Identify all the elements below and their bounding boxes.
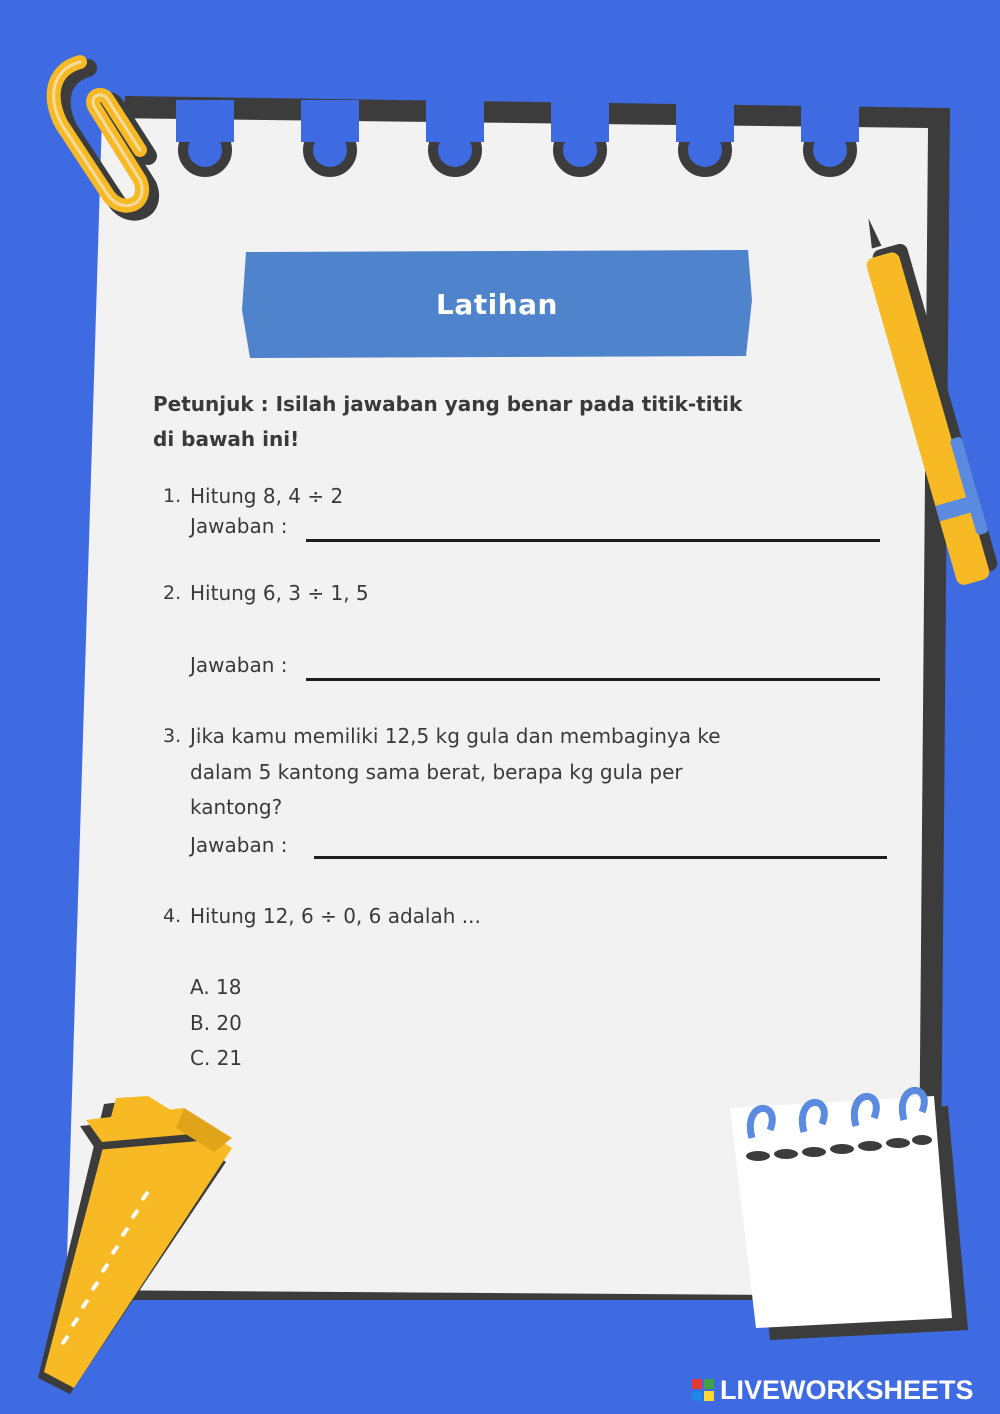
question-3-text: Jika kamu memiliki 12,5 kg gula dan membaginya ke (190, 724, 721, 748)
question-3-text-line3: kantong? (190, 795, 283, 819)
notepad-icon (730, 1090, 968, 1340)
question-number: 3. (163, 725, 182, 747)
title-banner (244, 250, 750, 358)
option-a[interactable]: A. 18 (190, 975, 242, 999)
liveworksheets-logo (692, 1373, 974, 1407)
worksheet-title: Latihan (436, 287, 558, 321)
instruction-text-continued: di bawah ini! (153, 427, 300, 451)
question-1-text: Hitung 8, 4 ÷ 2 (190, 484, 344, 508)
option-b[interactable]: B. 20 (190, 1011, 242, 1035)
answer-field-2[interactable] (306, 678, 880, 681)
question-number: 4. (163, 905, 182, 927)
answer-label: Jawaban : (190, 833, 288, 857)
answer-field-3[interactable] (314, 856, 887, 859)
question-4-text: Hitung 12, 6 ÷ 0, 6 adalah ... (190, 904, 481, 928)
answer-label: Jawaban : (190, 514, 288, 538)
answer-field-1[interactable] (306, 539, 880, 542)
liveworksheets-logo-icon (692, 1379, 714, 1401)
instruction-text: Petunjuk : Isilah jawaban yang benar pada titik-titik (153, 392, 743, 416)
option-c[interactable]: C. 21 (190, 1046, 243, 1070)
answer-label: Jawaban : (190, 653, 288, 677)
question-3-text-line2: dalam 5 kantong sama berat, berapa kg gula per (190, 760, 683, 784)
question-2-text: Hitung 6, 3 ÷ 1, 5 (190, 581, 369, 605)
question-number: 2. (163, 582, 182, 604)
brand-name: LIVEWORKSHEETS (720, 1374, 974, 1405)
question-number: 1. (163, 485, 182, 507)
